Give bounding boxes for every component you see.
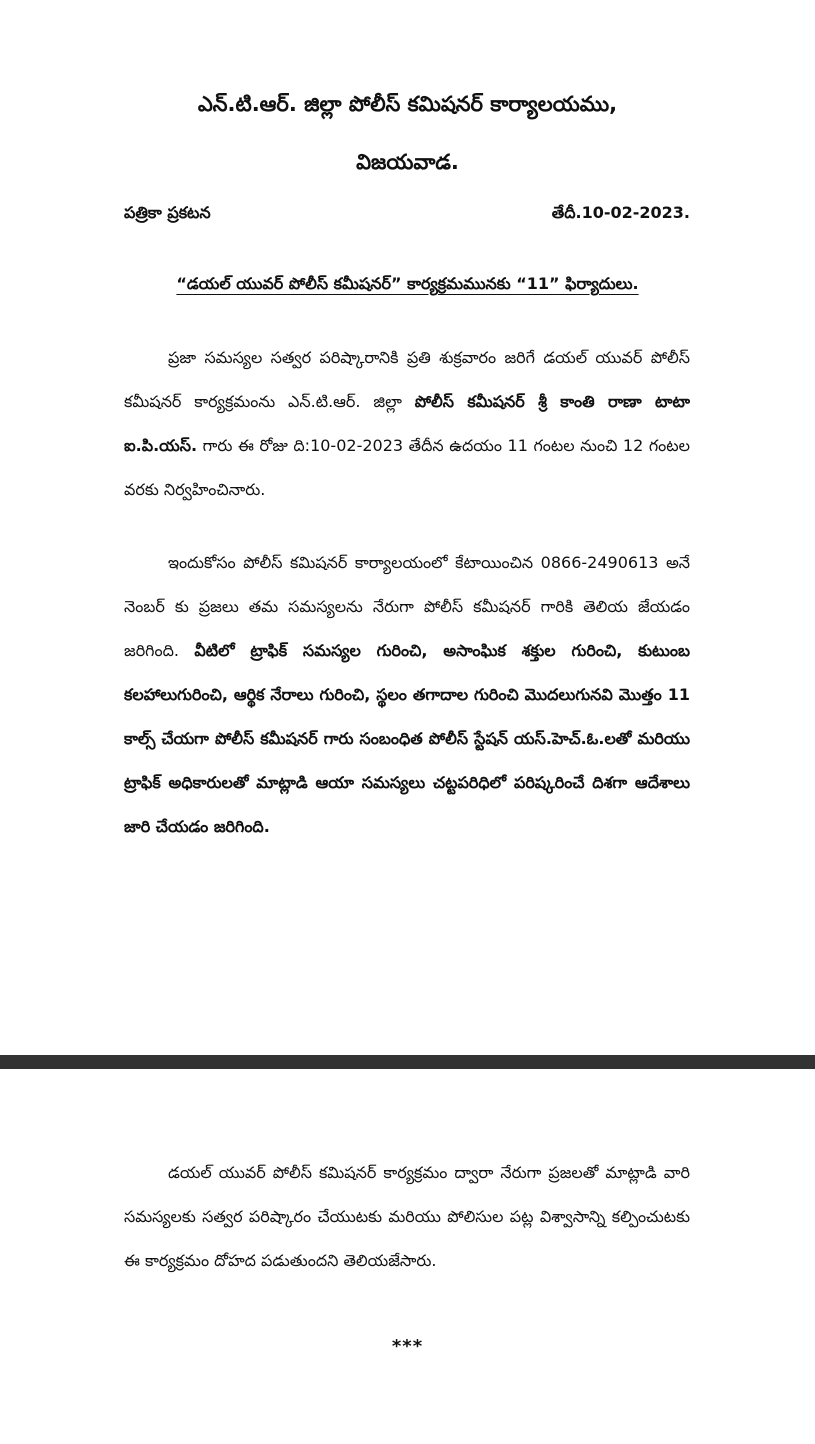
paragraph-2-bold: వీటిలో ట్రాఫిక్ సమస్యల గురించి, అసాంఘిక శక్తుల గురించి, కుటుంబ కలహాలుగురించి, ఆర్థిక నేరాలు గురించి, స్థలం తగాదాల గురించి మొదలుగునవి మొత్తం 11 కాల్స్ చేయగా పోలీస్ కమీషనర్ గారు సంబంధిత పోలీస్ స్టేషన్ యస్.హెచ్.ఓ.లతో మరియు ట్రాఫిక్ అధికారులతో మాట్లాడి ఆయా సమస్యలు చట్టపరిధిలో పరిష్కరించే దిశగా ఆదేశాలు జారి చేయడం జరిగింది. — [124, 641, 690, 836]
paragraph-2-text: ఇందుకోసం పోలీస్ కమిషనర్ కార్యాలయంలో కేటాయించిన 0866-2490613 అనే నెంబర్ కు ప్రజలు తమ సమస్యలను నేరుగా పోలీస్ కమీషనర్ గారికి తెలియ జేయడం జరిగింది. — [124, 553, 690, 660]
office-title: ఎన్.టి.ఆర్. జిల్లా పోలీస్ కమిషనర్ కార్యాలయము, — [197, 92, 618, 116]
press-release-label: పత్రికా ప్రకటన — [124, 203, 211, 222]
paragraph-1-text-a: ప్రజా సమస్యల సత్వర పరిష్కారానికి ప్రతి శుక్రవారం జరిగే డయల్ యువర్ పోలీస్ కమీషనర్ కార్యక్రమంను ఎన్.టి.ఆర్. జిల్లా — [124, 348, 690, 411]
city-title: విజయవాడ. — [356, 150, 459, 174]
end-mark: *** — [391, 1336, 424, 1357]
paragraph-1 — [124, 336, 690, 512]
paragraph-3: డయల్ యువర్ పోలీస్ కమిషనర్ కార్యక్రమం ద్వారా నేరుగా ప్రజలతో మాట్లాడి వారి సమస్యలకు సత్వర పరిష్కారం చేయుటకు మరియు పోలిసుల పట్ల విశ్వాసాన్ని కల్పించుటకు ఈ కార్యక్రమం దోహద పడుతుందని తెలియజేసారు. — [124, 1163, 690, 1270]
page-divider — [0, 1055, 815, 1069]
paragraph-2 — [124, 541, 690, 849]
release-date: తేదీ.10-02-2023. — [551, 203, 690, 222]
paragraph-1-bold: పోలీస్ కమీషనర్ శ్రీ కాంతి రాణా టాటా ఐ.పి.యస్. — [124, 392, 690, 455]
subject-text: “డయల్ యువర్ పోలీస్ కమీషనర్” కార్యక్రమమునకు “11” ఫిర్యాదులు. — [176, 274, 639, 293]
paragraph-1-text-b: గారు ఈ రోజు ది:10-02-2023 తేదీన ఉదయం 11 గంటల నుంచి 12 గంటల వరకు నిర్వహించినారు. — [124, 436, 690, 499]
subject-line — [0, 274, 815, 297]
